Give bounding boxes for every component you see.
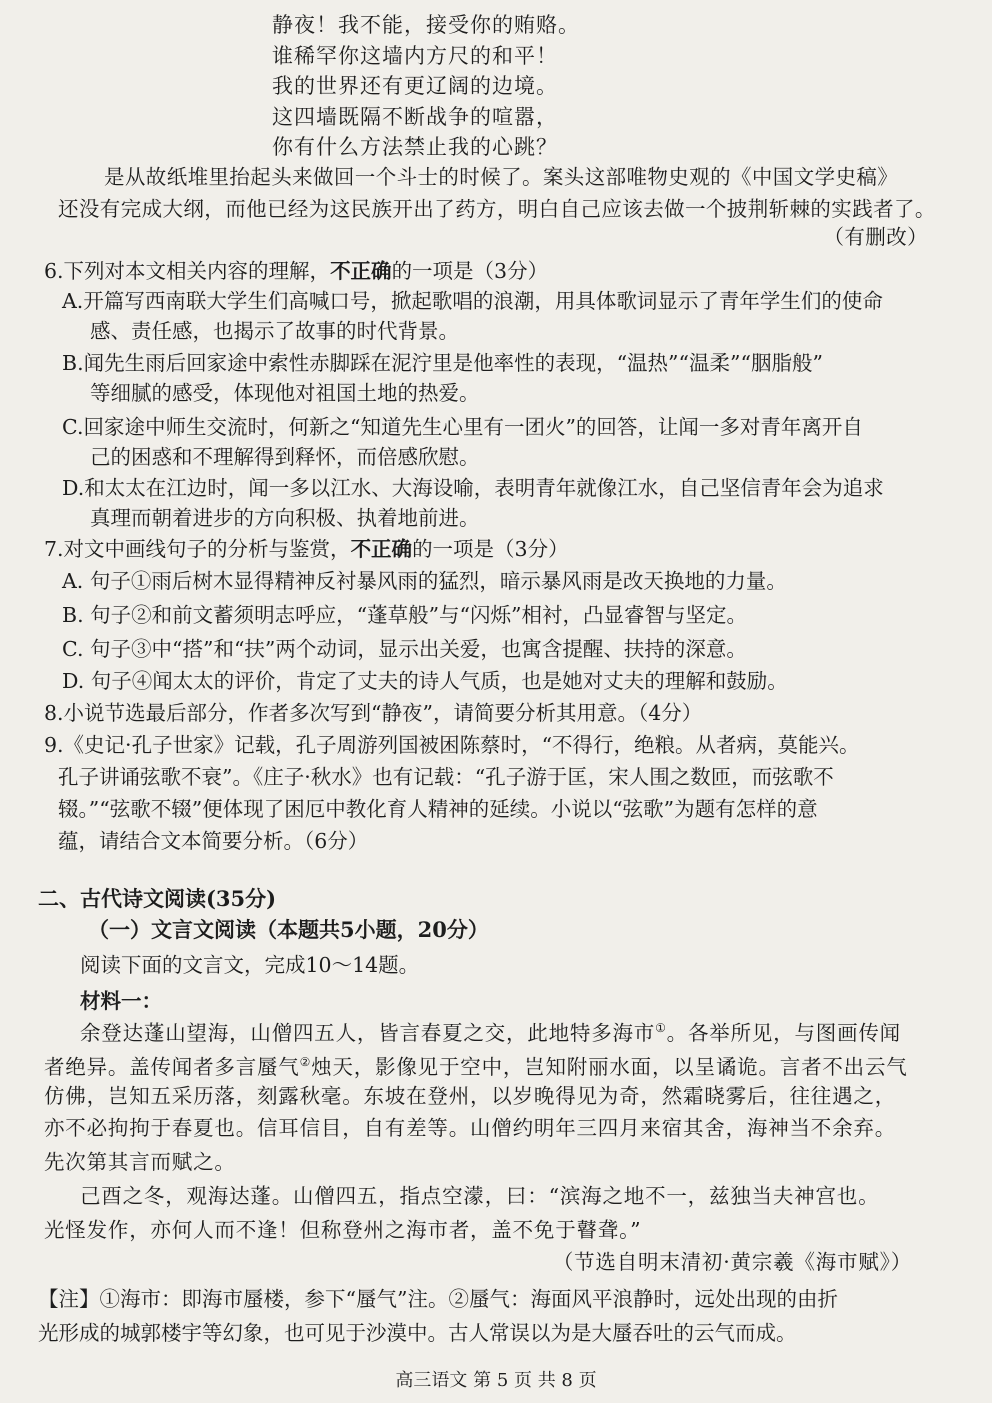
q6-option-d [62, 473, 942, 533]
q6-option-d-line1: D.和太太在江边时，闻一多以江水、大海设喻，表明青年就像江水，自己坚信青年会为追求 [62, 476, 884, 500]
q6-option-d-line2: 真理而朝着进步的方向积极、执着地前进。 [90, 506, 480, 530]
poem-line: 谁稀罕你这墙内方尺的和平！ [272, 43, 558, 68]
passage-text: 。各举所见，与图画传闻 [666, 1020, 901, 1045]
question-9-line-2: 孔子讲诵弦歌不衰”。《庄子·秋水》也有记载：“孔子游于匡，宋人围之数匝，而弦歌不 [58, 765, 834, 789]
q7-option-d: D. 句子④闻太太的评价，肯定了丈夫的诗人气质，也是她对丈夫的理解和鼓励。 [62, 669, 788, 693]
q6-option-c [62, 412, 942, 472]
q6-stem-suffix: 的一项是（3分） [391, 259, 549, 283]
q6-option-a-line2: 感、责任感，也揭示了故事的时代背景。 [90, 319, 459, 343]
q6-stem-mark: 不正确 [330, 259, 392, 283]
question-6-stem [44, 256, 944, 286]
closing-line-1: 是从故纸堆里抬起头来做回一个斗士的时候了。案头这部唯物史观的《中国文学史稿》 [104, 165, 899, 189]
passage-line [44, 1046, 924, 1084]
poem-line: 你有什么方法禁止我的心跳？ [272, 135, 558, 159]
source-note: （有删改） [823, 225, 928, 249]
poem-block [272, 10, 832, 163]
q7-option-c: C. 句子③中“搭”和“扶”两个动词，显示出关爱，也寓含提醒、扶持的深意。 [62, 637, 747, 661]
footnote-line-2: 光形成的城郭楼宇等幻象，也可见于沙漠中。古人常误以为是大蜃吞吐的云气而成。 [38, 1321, 797, 1345]
passage-line: 光怪发作，亦何人而不逢！但称登州之海市者，盖不免于瞽聋。” [44, 1218, 642, 1242]
question-8: 8.小说节选最后部分，作者多次写到“静夜”，请简要分析其用意。（4分） [44, 701, 703, 725]
q6-option-b [62, 348, 942, 408]
q7-stem-suffix: 的一项是（3分） [412, 537, 569, 561]
q6-option-c-line1: C.回家途中师生交流时，何新之“知道先生心里有一团火”的回答，让闻一多对青年离开自 [62, 415, 863, 439]
poem-line: 静夜！我不能，接受你的贿赂。 [272, 13, 580, 37]
q6-stem-prefix: 6.下列对本文相关内容的理解， [44, 259, 331, 283]
poem-line: 这四墙既隔不断战争的喧嚣， [272, 104, 558, 129]
passage-line [80, 1012, 960, 1050]
q6-option-c-line2: 己的困惑和不理解得到释怀，而倍感欣慰。 [90, 445, 480, 469]
passage-line: 仿佛，岂知五采历落，刻露秋毫。东坡在登州，以岁晚得见为奇，然霜晓雾后，往往遇之， [44, 1084, 896, 1108]
footnote-ref-1: ① [655, 1021, 667, 1035]
question-7-stem [44, 534, 944, 564]
passage-text: 者绝异。盖传闻者多言蜃气 [44, 1054, 300, 1079]
q6-option-a-line1: A.开篇写西南联大学生们高喊口号，掀起歌唱的浪潮，用具体歌词显示了青年学生们的使命 [62, 289, 883, 313]
passage-line: 己酉之冬，观海达蓬。山僧四五，指点空濛，曰：“滨海之地不一，兹独当夫神宫也。 [80, 1184, 880, 1208]
footnote-line-1: 【注】①海市：即海市蜃楼，参下“蜃气”注。②蜃气：海面风平浪静时，远处出现的由折 [38, 1287, 838, 1311]
instruction: 阅读下面的文言文，完成10～14题。 [80, 953, 420, 977]
question-9-line-4: 蕴，请结合文本简要分析。（6分） [58, 829, 369, 853]
passage-text: 余登达蓬山望海，山僧四五人，皆言春夏之交，此地特多海市 [80, 1020, 656, 1045]
question-9-line-1: 9.《史记·孔子世家》记载，孔子周游列国被困陈蔡时，“不得行，绝粮。从者病，莫能兴。 [44, 733, 860, 757]
q6-option-a [62, 286, 942, 346]
q7-option-a: A. 句子①雨后树木显得精神反衬暴风雨的猛烈，暗示暴风雨是改天换地的力量。 [62, 569, 787, 593]
page-footer: 高三语文 第 5 页 共 8 页 [395, 1370, 597, 1391]
passage-source: （节选自明末清初·黄宗羲《海市赋》） [552, 1250, 912, 1274]
q7-option-b: B. 句子②和前文蓄须明志呼应，“蓬草般”与“闪烁”相衬，凸显睿智与坚定。 [62, 603, 748, 627]
passage-line: 先次第其言而赋之。 [44, 1150, 236, 1174]
passage-text: 烛天，影像见于空中，岂知附丽水面，以呈谲诡。言者不出云气 [311, 1054, 908, 1079]
subsection-title: （一）文言文阅读（本题共5小题，20分） [88, 917, 489, 942]
passage-line: 亦不必拘拘于春夏也。信耳信目，自有差等。山僧约明年三四月来宿其舍，海神当不余弃。 [44, 1116, 896, 1140]
q6-option-b-line2: 等细腻的感受，体现他对祖国土地的热爱。 [90, 381, 480, 405]
q7-stem-prefix: 7.对文中画线句子的分析与鉴赏， [44, 537, 351, 561]
footnote-ref-2: ② [299, 1055, 312, 1069]
section-title: 二、古代诗文阅读(35分) [38, 886, 277, 911]
q6-option-b-line1: B.闻先生雨后回家途中索性赤脚踩在泥泞里是他率性的表现，“温热”“温柔”“胭脂般” [62, 351, 823, 375]
material-label: 材料一： [80, 989, 162, 1013]
q7-stem-mark: 不正确 [350, 537, 413, 561]
question-9-line-3: 辍。”“弦歌不辍”便体现了困厄中教化育人精神的延续。小说以“弦歌”为题有怎样的意 [58, 797, 818, 821]
poem-line: 我的世界还有更辽阔的边境。 [272, 74, 558, 98]
closing-line-2: 还没有完成大纲，而他已经为这民族开出了药方，明白自己应该去做一个披荆斩棘的实践者了。 [58, 197, 936, 221]
